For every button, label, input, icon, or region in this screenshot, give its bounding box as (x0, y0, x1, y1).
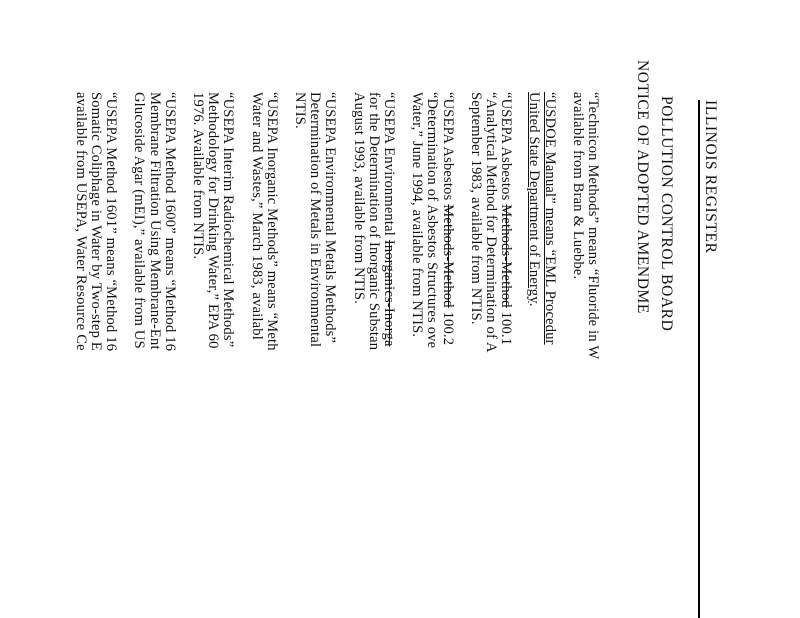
text-run: Somatic Coliphage in Water by Two-step E (88, 92, 104, 351)
text-line (542, 92, 557, 345)
text-run: for the Determination of Inorganic Substan (365, 92, 382, 351)
struck-text: “USDOE Manual” means “EML Procedur (541, 92, 558, 345)
text-run: “Technicon Methods” means “Fluoride in W (585, 92, 601, 360)
text-run: Water,” June 1994, available from NTIS. (409, 92, 426, 338)
text-run: . (526, 302, 543, 307)
text-line (351, 92, 366, 304)
text-run: 1976. Available from NTIS. (190, 92, 206, 260)
text-run: “Analytical Method for Determination of A (483, 92, 499, 353)
text-run: “USEPA Method 1600” means “Method 16 (161, 92, 178, 352)
text-line (570, 92, 585, 279)
text-run: Determination of Metals in Environmental (307, 92, 324, 348)
text-line (526, 92, 541, 307)
text-line (103, 92, 118, 351)
text-run: “USEPA Asbestos (439, 92, 456, 205)
text-line (88, 92, 103, 351)
text-line (205, 92, 220, 349)
text-run: Methodology for Drinking Water,” EPA 60 (205, 92, 222, 349)
text-run: Water and Wastes,” March 1983, availabl (248, 92, 265, 340)
text-line (190, 92, 205, 259)
text-run: Glucoside Agar (mEI),” available from US (131, 92, 148, 349)
text-line (147, 92, 162, 350)
text-run: “Determination of Asbestos Structures ove (424, 92, 441, 349)
struck-text: Methods-Method (439, 204, 456, 308)
text-line (498, 92, 513, 345)
text-run: “USEPA Method 1601” means “Method 16 (103, 92, 120, 352)
text-line (322, 92, 337, 343)
text-line (366, 92, 381, 350)
text-run: available from Bran & Luebbe. (569, 92, 586, 280)
text-line (424, 92, 439, 348)
text-run: “USEPA Asbestos (498, 92, 515, 205)
text-line (468, 92, 483, 325)
text-line (292, 92, 307, 129)
text-line (220, 92, 235, 347)
text-run: August 1993, available from NTIS. (350, 92, 367, 304)
notice-title: NOTICE OF ADOPTED AMENDME (634, 60, 651, 314)
register-title: ILLINOIS REGISTER (702, 100, 719, 254)
text-run: “USEPA Environmental Metals Methods” (322, 92, 339, 344)
struck-text: United State Department of Energy (526, 92, 543, 303)
text-line (440, 92, 455, 345)
text-line (264, 92, 279, 351)
text-run: “USEPA Inorganic Methods” means “Meth (263, 92, 280, 351)
struck-text: Inorganics-Inorga (381, 239, 397, 347)
text-run: September 1983, available from NTIS. (467, 92, 484, 325)
text-line (162, 92, 177, 351)
text-run: 100.1 (498, 307, 515, 346)
text-line (585, 92, 600, 359)
text-run: “USEPA Interim Radiochemical Methods” (220, 92, 237, 348)
text-run: Membrane Filtration Using Membrane-Ent (146, 92, 163, 350)
text-line (409, 92, 424, 337)
board-title: POLLUTION CONTROL BOARD (658, 96, 675, 332)
text-line (131, 92, 146, 349)
text-line (483, 92, 498, 353)
text-run: 100.2 (439, 307, 456, 346)
header-rule (698, 100, 700, 618)
text-run: NTIS. (292, 92, 308, 129)
text-line (381, 92, 396, 347)
text-line (73, 92, 88, 351)
struck-text: Methods-Method (498, 204, 515, 308)
text-line (249, 92, 264, 340)
text-run: available from USEPA, Water Resource Ce (72, 92, 89, 351)
text-line (307, 92, 322, 347)
text-run: “USEPA Environmental (381, 92, 397, 240)
